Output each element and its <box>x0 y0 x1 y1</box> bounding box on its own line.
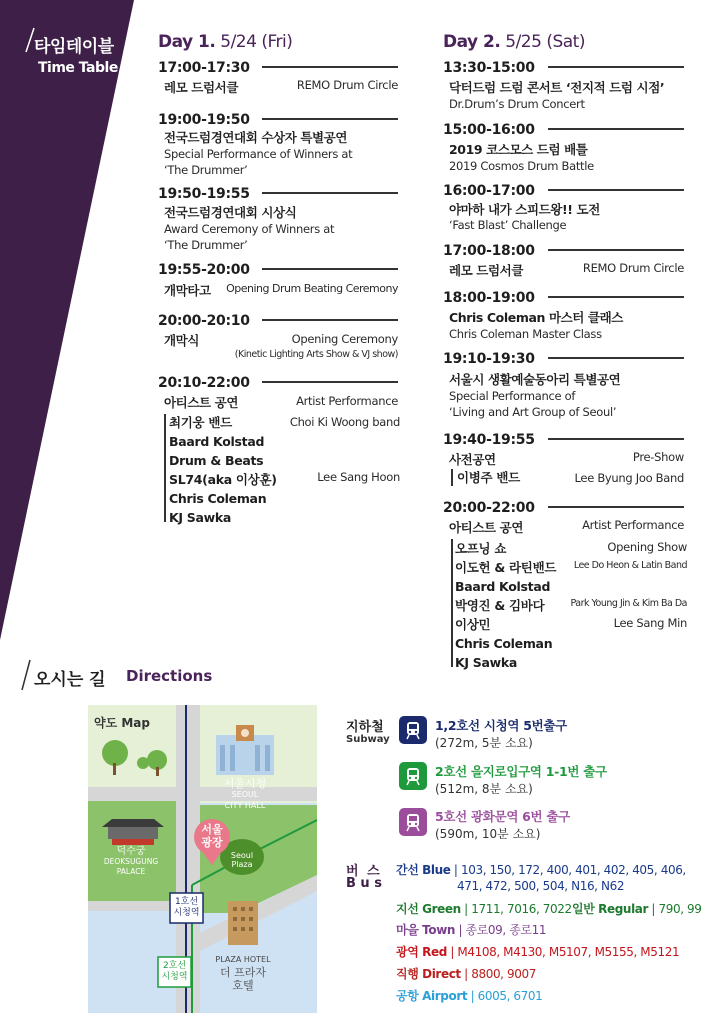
slot-title-en-2: (Kinetic Lighting Arts Show & VJ show) <box>234 349 398 360</box>
slot-title-en: Artist Performance <box>582 518 684 532</box>
time-rule <box>548 357 684 359</box>
performer-row <box>455 614 687 633</box>
day1-slot-6 <box>158 372 258 391</box>
day2-performer-list <box>455 538 687 671</box>
slot-title-ko: 전국드럼경연대회 시상식 <box>164 205 297 220</box>
slot-time: 19:55-20:00 <box>158 262 258 278</box>
palace-label <box>96 847 166 877</box>
performer: Baard Kolstad <box>455 579 551 594</box>
city-hall-label <box>216 778 274 811</box>
slot-title-ko: 레모 드럼서클 <box>449 263 524 278</box>
city-hall-en2: CITY HALL <box>224 801 266 810</box>
plaza-en1: Seoul <box>230 851 254 860</box>
day2-slot-8 <box>443 497 543 516</box>
time-rule <box>262 268 398 270</box>
station-1-label <box>170 897 203 919</box>
day2-slot-6 <box>443 348 543 367</box>
hotel-en: PLAZA HOTEL <box>215 955 271 964</box>
directions-title-ko: 오시는 길 <box>34 670 106 690</box>
bus-green-label: 지선 Green <box>396 902 461 916</box>
slot-title-ko: 2019 코스모스 드럼 배틀 <box>449 142 588 157</box>
slot-time: 19:10-19:30 <box>443 351 543 367</box>
bus-direct-row: 직행 Direct | 8800, 9007 <box>396 967 536 981</box>
hotel-ko2: 호텔 <box>232 979 254 992</box>
slot-title-en: Special Performance of <box>449 389 576 403</box>
slot-title-en: ‘Fast Blast’ Challenge <box>449 218 567 232</box>
day1-slot-3 <box>158 183 258 202</box>
time-rule <box>548 66 684 68</box>
city-hall-en1: SEOUL <box>231 790 259 799</box>
slot-title-ko: 아티스트 공연 <box>449 520 524 535</box>
bus-direct-routes: 8800, 9007 <box>471 967 536 981</box>
performer-row <box>455 557 687 576</box>
slot-title-en: 2019 Cosmos Drum Battle <box>449 159 594 173</box>
slot-title-en-2: ‘The Drummer’ <box>164 163 248 177</box>
subway-train-icon <box>399 762 427 790</box>
time-rule <box>548 506 684 508</box>
station-2-line: 2호선 <box>162 961 187 971</box>
time-rule <box>548 438 684 440</box>
subway-line-2: 2호선 을지로입구역 1-1번 출구 <box>435 764 607 779</box>
performer-bracket <box>451 539 453 667</box>
performer: 이병주 밴드 <box>457 470 520 485</box>
bus-blue-routes: 103, 150, 172, 400, 401, 402, 405, 406, <box>461 863 686 877</box>
subway-detail-1: (272m, 5분 소요) <box>435 736 533 750</box>
station-1-line: 1호선 <box>174 897 199 907</box>
day1-label: Day 1. <box>158 32 216 52</box>
bus-regular-label: 일반 Regular <box>572 902 649 916</box>
slot-title-ko: 레모 드럼서클 <box>164 80 239 95</box>
bus-regular-routes: 790, 99 <box>658 902 702 916</box>
subway-label-en: Subway <box>346 734 390 745</box>
day2-slot-1 <box>443 57 543 76</box>
performer-en: Choi Ki Woong band <box>289 415 400 429</box>
time-rule <box>262 381 398 383</box>
palace-en2: PALACE <box>116 867 146 876</box>
plaza-ko2: 광장 <box>201 836 223 849</box>
day2-slot-2 <box>443 119 543 138</box>
performer: Drum & Beats <box>169 453 264 468</box>
subway-train-icon <box>399 716 427 744</box>
slot-title-ko: 전국드럼경연대회 수상자 특별공연 <box>164 130 348 145</box>
slot-title-en: Chris Coleman Master Class <box>449 327 602 341</box>
performer: Baard Kolstad <box>169 434 265 449</box>
performer-row <box>455 538 687 557</box>
performer-en: Lee Do Heon & Latin Band <box>573 560 687 571</box>
slot-time: 19:50-19:55 <box>158 186 258 202</box>
slot-title-en: Dr.Drum’s Drum Concert <box>449 97 585 111</box>
plaza-en-label <box>222 851 262 869</box>
bus-direct-label: 직행 Direct <box>396 967 461 981</box>
time-rule <box>262 319 398 321</box>
slot-title-en: Special Performance of Winners at <box>164 147 353 161</box>
slot-time: 20:00-22:00 <box>443 500 543 516</box>
slot-title-ko: Chris Coleman 마스터 클래스 <box>449 310 623 325</box>
time-rule <box>262 66 398 68</box>
slot-title-en: Opening Ceremony <box>291 332 398 346</box>
subway-line-1: 1,2호선 시청역 5번출구 <box>435 718 567 733</box>
slot-title-en: Pre-Show <box>632 450 684 464</box>
performer: 박영진 & 김바다 <box>455 598 545 613</box>
performer-row <box>455 595 687 614</box>
performer: SL74(aka 이상훈) <box>169 472 277 487</box>
bus-blue-row: 간선 Blue | 103, 150, 172, 400, 401, 402, 405, 406, <box>396 863 686 877</box>
day2-slot-4 <box>443 240 543 259</box>
slot-title-ko: 사전공연 <box>449 452 496 467</box>
day1-performer-list <box>169 413 277 527</box>
performer: 이도헌 & 라틴밴드 <box>455 560 557 575</box>
slot-title-ko: 서울시 생활예술동아리 특별공연 <box>449 372 621 387</box>
performer-en: Opening Show <box>607 540 687 554</box>
city-hall-ko: 서울시청 <box>223 777 267 790</box>
bus-green-routes: 1711, 7016, 7022 <box>471 902 572 916</box>
performer-row <box>455 652 687 671</box>
directions-title-en: Directions <box>126 667 213 685</box>
slot-title-en: Award Ceremony of Winners at <box>164 222 335 236</box>
slot-title-ko: 아티스트 공연 <box>164 395 239 410</box>
performer-row <box>455 576 687 595</box>
slot-title-ko: 야마하 내가 스피드왕!! 도전 <box>449 202 600 217</box>
plaza-en2: Plaza <box>231 860 253 869</box>
performer: KJ Sawka <box>455 655 518 670</box>
subway-detail-2: (512m, 8분 소요) <box>435 782 533 796</box>
performer-en: Lee Sang Min <box>613 616 687 630</box>
slot-title-en: Opening Drum Beating Ceremony <box>226 282 398 295</box>
subway-train-icon <box>399 808 427 836</box>
time-rule <box>548 189 684 191</box>
day1-slot-4 <box>158 259 258 278</box>
subway-line-3: 5호선 광화문역 6번 출구 <box>435 809 570 824</box>
time-rule <box>548 128 684 130</box>
bus-label-en: B u s <box>346 876 382 891</box>
slot-time: 17:00-17:30 <box>158 60 258 76</box>
bus-label-ko: 버 스 <box>346 864 382 879</box>
subway-label-ko: 지하철 <box>346 720 384 735</box>
day2-heading <box>443 32 585 52</box>
bus-green-row: 지선 Green | 1711, 7016, 7022 <box>396 902 572 916</box>
bus-town-label: 마을 Town <box>396 923 456 937</box>
slot-time: 18:00-19:00 <box>443 290 543 306</box>
day1-date: 5/24 (Fri) <box>220 32 293 52</box>
plaza-ko1: 서울 <box>201 823 223 836</box>
slot-time: 13:30-15:00 <box>443 60 543 76</box>
bus-blue-label: 간선 Blue <box>396 863 451 877</box>
bus-red-row: 광역 Red | M4108, M4130, M5107, M5155, M5121 <box>396 945 680 959</box>
hotel-ko1: 더 프라자 <box>219 966 266 979</box>
location-map <box>88 705 317 1013</box>
day2-date: 5/25 (Sat) <box>505 32 585 52</box>
performer-bracket <box>451 469 453 486</box>
day2-slot-3 <box>443 180 543 199</box>
bus-airport-row: 공항 Airport | 6005, 6701 <box>396 989 543 1003</box>
performer: 이상민 <box>455 617 491 632</box>
slot-time: 20:10-22:00 <box>158 375 258 391</box>
station-1-name: 시청역 <box>173 908 200 918</box>
bus-airport-label: 공항 Airport <box>396 989 468 1003</box>
performer: 최기웅 밴드 <box>169 415 232 430</box>
station-2-label <box>158 961 191 983</box>
time-rule <box>548 296 684 298</box>
time-rule <box>262 192 398 194</box>
slot-title-en: Artist Performance <box>296 394 398 408</box>
slot-title-en-2: ‘Living and Art Group of Seoul’ <box>449 405 617 419</box>
slot-time: 20:00-20:10 <box>158 313 258 329</box>
bus-red-routes: M4108, M4130, M5107, M5155, M5121 <box>457 945 680 959</box>
palace-en1: DEOKSUGUNG <box>103 857 159 866</box>
time-rule <box>262 118 398 120</box>
day1-slot-5 <box>158 310 258 329</box>
station-2-name: 시청역 <box>161 972 188 982</box>
slot-title-ko: 닥터드럼 드럼 콘서트 ‘전지적 드럼 시점’ <box>449 80 665 95</box>
performer: Chris Coleman <box>169 491 267 506</box>
hotel-label <box>208 953 278 992</box>
palace-ko: 덕수궁 <box>116 846 146 857</box>
slot-time: 15:00-16:00 <box>443 122 543 138</box>
performer-en: Lee Byung Joo Band <box>574 471 684 485</box>
day1-heading <box>158 32 292 52</box>
timetable-title-en: Time Table <box>38 60 118 76</box>
performer-bracket <box>164 414 166 522</box>
timetable-title-ko: 타임테이블 <box>34 37 114 57</box>
performer-en: Lee Sang Hoon <box>317 470 400 484</box>
map-title: 약도 Map <box>94 716 150 730</box>
day2-slot-7 <box>443 429 543 448</box>
day2-label: Day 2. <box>443 32 501 52</box>
performer-en: Park Young Jin & Kim Ba Da <box>570 598 687 609</box>
performer: 오프닝 쇼 <box>455 541 507 556</box>
slot-time: 17:00-18:00 <box>443 243 543 259</box>
performer: Chris Coleman <box>455 636 553 651</box>
day1-slot-1 <box>158 57 258 76</box>
slot-title-ko: 개막식 <box>164 333 200 348</box>
bus-blue-routes-2: 471, 472, 500, 504, N16, N62 <box>457 879 625 893</box>
bus-red-label: 광역 Red <box>396 945 447 959</box>
plaza-marker-label <box>194 823 230 849</box>
slot-title-en: REMO Drum Circle <box>582 261 684 275</box>
time-rule <box>548 249 684 251</box>
bus-regular-row: 일반 Regular | 790, 99 <box>572 902 702 916</box>
slot-time: 19:00-19:50 <box>158 112 258 128</box>
performer-row <box>455 633 687 652</box>
slot-title-en-2: ‘The Drummer’ <box>164 238 248 252</box>
performer: KJ Sawka <box>169 510 232 525</box>
bus-airport-routes: 6005, 6701 <box>477 989 543 1003</box>
bus-town-routes: 종로09, 종로11 <box>465 923 547 937</box>
day1-slot-2 <box>158 109 258 128</box>
slot-title-ko: 개막타고 <box>164 283 211 298</box>
slot-time: 19:40-19:55 <box>443 432 543 448</box>
day2-slot-5 <box>443 287 543 306</box>
slot-title-en: REMO Drum Circle <box>296 78 398 92</box>
bus-town-row: 마을 Town | 종로09, 종로11 <box>396 923 547 937</box>
slot-time: 16:00-17:00 <box>443 183 543 199</box>
subway-detail-3: (590m, 10분 소요) <box>435 827 541 841</box>
